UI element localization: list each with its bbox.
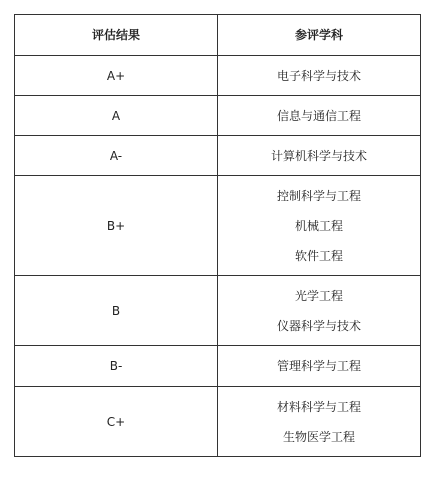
grade-cell: C+ — [15, 387, 218, 457]
subjects-cell — [218, 346, 421, 387]
subject-item: 光学工程 — [294, 288, 343, 303]
subject-item: 计算机科学与技术 — [270, 148, 367, 163]
grade-cell: B — [15, 276, 218, 346]
subject-item: 软件工程 — [294, 248, 343, 263]
table-row — [15, 176, 421, 276]
subjects-cell — [218, 136, 421, 176]
subjects-cell — [218, 96, 421, 136]
table-row — [15, 387, 421, 457]
subjects-cell — [218, 387, 421, 457]
grade-cell: B+ — [15, 176, 218, 276]
grade-cell: B- — [15, 346, 218, 387]
evaluation-table-container — [14, 14, 420, 457]
table-row — [15, 136, 421, 176]
table-row — [15, 56, 421, 96]
subject-item: 材料科学与工程 — [276, 399, 361, 414]
grade-cell: A+ — [15, 56, 218, 96]
subjects-cell — [218, 176, 421, 276]
grade-cell: A — [15, 96, 218, 136]
evaluation-table — [14, 14, 421, 457]
header-evaluation-result: 评估结果 — [15, 15, 218, 56]
subject-item: 机械工程 — [294, 218, 343, 233]
subject-item: 管理科学与工程 — [276, 359, 361, 373]
subject-item: 电子科学与技术 — [276, 68, 361, 83]
subjects-cell — [218, 276, 421, 346]
table-row — [15, 346, 421, 387]
grade-cell: A- — [15, 136, 218, 176]
table-header-row — [15, 15, 421, 56]
subject-item: 信息与通信工程 — [276, 108, 361, 123]
subject-item: 仪器科学与技术 — [276, 318, 361, 333]
table-row — [15, 276, 421, 346]
table-row — [15, 96, 421, 136]
subjects-cell — [218, 56, 421, 96]
subject-item: 控制科学与工程 — [276, 188, 361, 203]
header-participating-discipline: 参评学科 — [218, 15, 421, 56]
subject-item: 生物医学工程 — [282, 429, 355, 444]
